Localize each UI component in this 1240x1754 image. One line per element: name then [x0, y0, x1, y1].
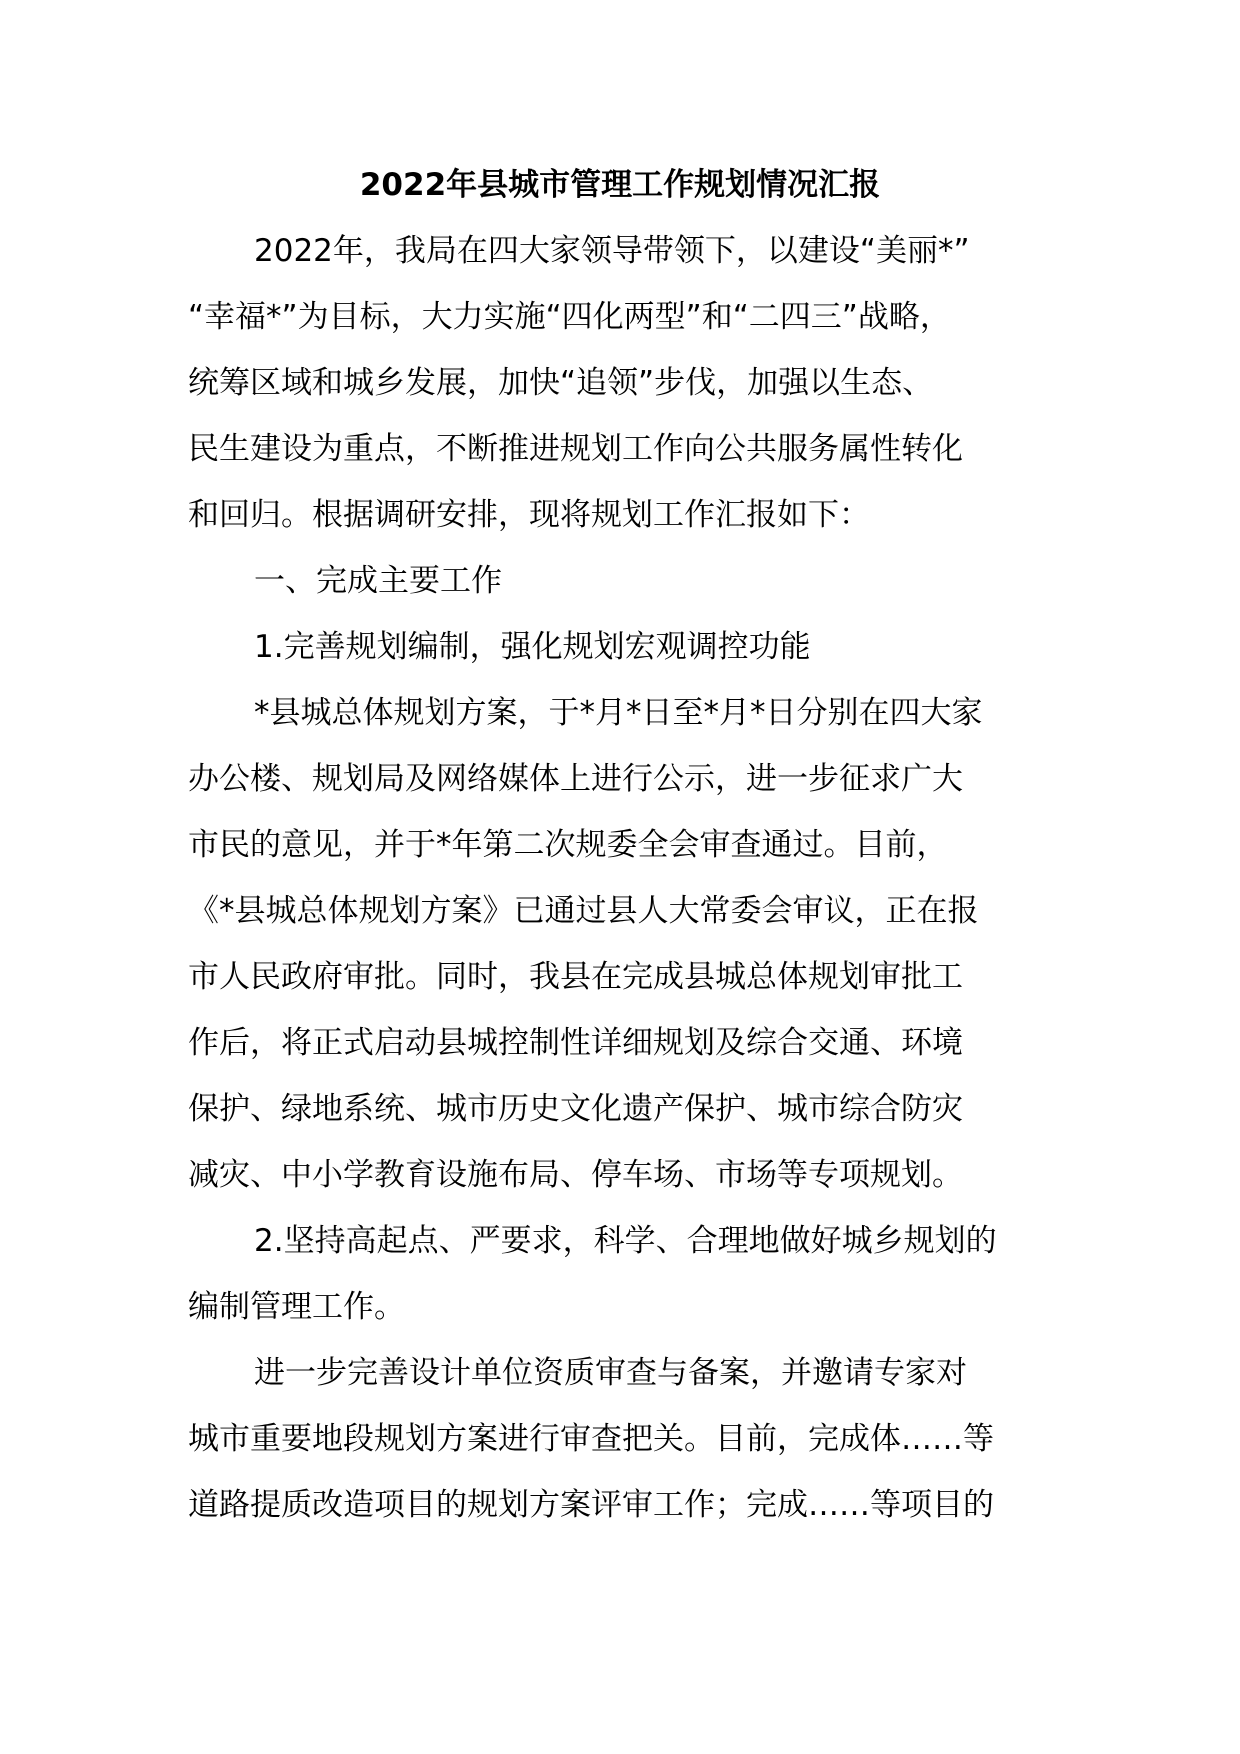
- paragraph-line: 市人民政府审批。同时，我县在完成县城总体规划审批工: [188, 959, 963, 995]
- paragraph-line: 作后，将正式启动县城控制性详细规划及综合交通、环境: [188, 1025, 963, 1061]
- subsection-heading: 2.坚持高起点、严要求，科学、合理地做好城乡规划的: [254, 1223, 997, 1259]
- paragraph-line: 保护、绿地系统、城市历史文化遗产保护、城市综合防灾: [188, 1091, 963, 1127]
- paragraph-line: 城市重要地段规划方案进行审查把关。目前，完成体……等: [188, 1421, 994, 1457]
- paragraph-line: 民生建设为重点，不断推进规划工作向公共服务属性转化: [188, 431, 963, 467]
- paragraph-line: 道路提质改造项目的规划方案评审工作；完成……等项目的: [188, 1487, 994, 1523]
- paragraph-line: 减灾、中小学教育设施布局、停车场、市场等专项规划。: [188, 1157, 963, 1193]
- section-heading: 一、完成主要工作: [254, 563, 502, 599]
- paragraph-line: *县城总体规划方案，于*月*日至*月*日分别在四大家: [254, 695, 983, 731]
- paragraph-line: 和回归。根据调研安排，现将规划工作汇报如下：: [188, 497, 870, 533]
- subsection-heading-continued: 编制管理工作。: [188, 1289, 405, 1325]
- paragraph-line: 《*县城总体规划方案》已通过县人大常委会审议，正在报: [188, 893, 979, 929]
- paragraph-line: 办公楼、规划局及网络媒体上进行公示，进一步征求广大: [188, 761, 963, 797]
- subsection-heading: 1.完善规划编制，强化规划宏观调控功能: [254, 629, 811, 665]
- paragraph-line: “幸福*”为目标，大力实施“四化两型”和“二四三”战略，: [188, 299, 951, 335]
- paragraph-line: 统筹区域和城乡发展，加快“追领”步伐，加强以生态、: [188, 365, 934, 401]
- document-title: 2022年县城市管理工作规划情况汇报: [359, 167, 881, 203]
- paragraph-line: 2022年，我局在四大家领导带领下，以建设“美丽*”: [254, 233, 970, 269]
- paragraph-line: 进一步完善设计单位资质审查与备案，并邀请专家对: [254, 1355, 967, 1391]
- paragraph-line: 市民的意见，并于*年第二次规委全会审查通过。目前，: [188, 827, 948, 863]
